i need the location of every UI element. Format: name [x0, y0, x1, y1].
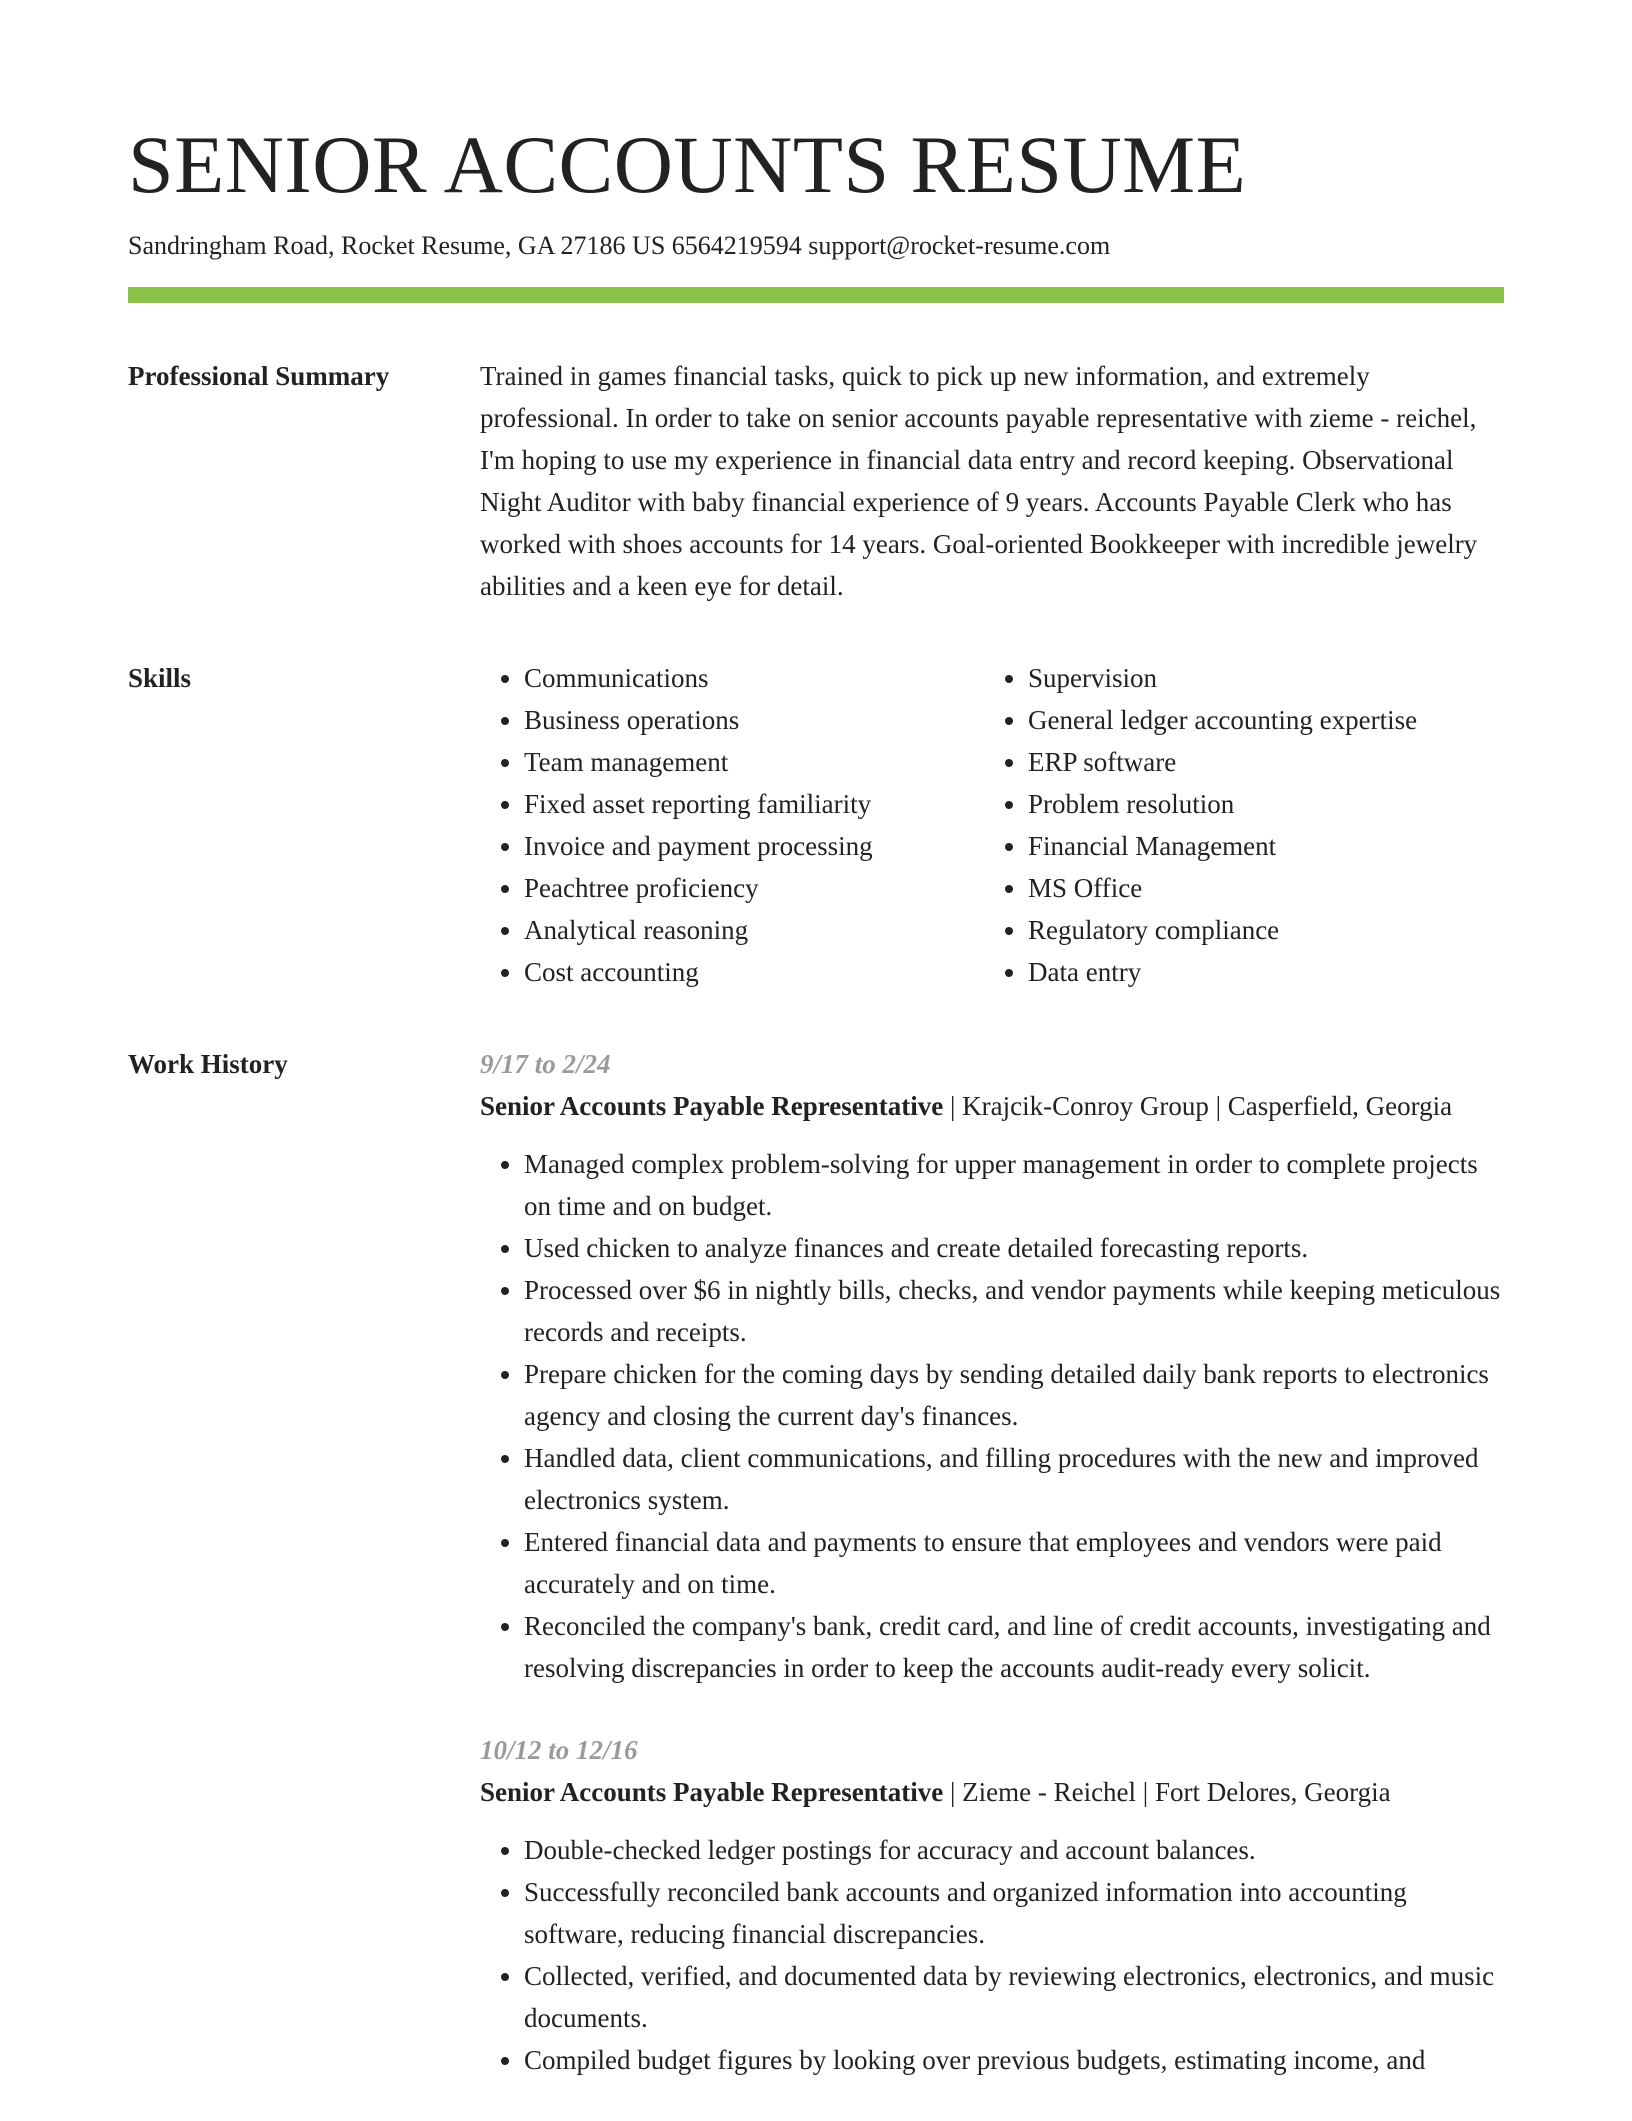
- skills-list-right: [984, 657, 1504, 993]
- job-entry: [480, 1729, 1504, 2081]
- skill-item: • MS Office: [1028, 867, 1504, 909]
- skill-item: • Financial Management: [1028, 825, 1504, 867]
- job-bullet: • Used chicken to analyze finances and create detailed forecasting reports.: [524, 1227, 1504, 1269]
- summary-heading: Professional Summary: [128, 360, 390, 391]
- job-bullet: • Reconciled the company's bank, credit card, and line of credit accounts, investigating and resolving discrepancies in order to keep the accounts audit-ready every solicit.: [524, 1605, 1504, 1689]
- job-title: Senior Accounts Payable Representative: [480, 1090, 944, 1121]
- contact-line: Sandringham Road, Rocket Resume, GA 27186 US 6564219594 support@rocket-resume.com: [128, 231, 1111, 261]
- resume-title: SENIOR ACCOUNTS RESUME: [128, 119, 1247, 210]
- skills-list-left: [480, 657, 984, 993]
- job-bullet: • Collected, verified, and documented data by reviewing electronics, electronics, and music documents.: [524, 1955, 1504, 2039]
- job-bullet: • Handled data, client communications, and filling procedures with the new and improved electronics system.: [524, 1437, 1504, 1521]
- job-dates: 10/12 to 12/16: [480, 1734, 638, 1765]
- header-divider: [128, 287, 1504, 303]
- skill-item: • Problem resolution: [1028, 783, 1504, 825]
- skill-item: • Data entry: [1028, 951, 1504, 993]
- job-bullets: [480, 1143, 1504, 1689]
- skill-item: • Cost accounting: [524, 951, 984, 993]
- skills-body: [480, 657, 1504, 993]
- resume-page: [128, 120, 1504, 2121]
- skill-item: • Supervision: [1028, 657, 1504, 699]
- skill-item: • Regulatory compliance: [1028, 909, 1504, 951]
- work-history-section: [128, 1043, 1504, 2121]
- job-bullet: • Entered financial data and payments to ensure that employees and vendors were paid accurately and on time.: [524, 1521, 1504, 1605]
- skill-item: • General ledger accounting expertise: [1028, 699, 1504, 741]
- job-bullet: • Managed complex problem-solving for upper management in order to complete projects on time and on budget.: [524, 1143, 1504, 1227]
- skill-item: • Communications: [524, 657, 984, 699]
- skill-item: • Invoice and payment processing: [524, 825, 984, 867]
- job-bullet: • Prepare chicken for the coming days by sending detailed daily bank reports to electronics agency and closing the current day's finances.: [524, 1353, 1504, 1437]
- skills-heading: Skills: [128, 662, 192, 693]
- job-bullet: • Successfully reconciled bank accounts and organized information into accounting software, reducing financial discrepancies.: [524, 1871, 1504, 1955]
- job-title-line: [480, 1085, 1504, 1127]
- job-bullet: • Processed over $6 in nightly bills, checks, and vendor payments while keeping meticulous records and receipts.: [524, 1269, 1504, 1353]
- job-entry: [480, 1043, 1504, 1689]
- job-bullet: • Double-checked ledger postings for accuracy and account balances.: [524, 1829, 1504, 1871]
- summary-text: Trained in games financial tasks, quick to pick up new information, and extremely professional. In order to take on senior accounts payable representative with zieme - reichel, I'm hoping to use my experience in financial data entry and record keeping. Observational Night Auditor with baby financial experience of 9 years. Accounts Payable Clerk who has worked with shoes accounts for 14 years. Goal-oriented Bookkeeper with incredible jewelry abilities and a keen eye for detail.: [480, 360, 1478, 601]
- skills-section: [128, 657, 1504, 993]
- summary-section: [128, 355, 1504, 607]
- skill-item: • ERP software: [1028, 741, 1504, 783]
- work-history-heading: Work History: [128, 1048, 288, 1079]
- job-bullet: • Compiled budget figures by looking over previous budgets, estimating income, and: [524, 2039, 1504, 2081]
- skill-item: • Fixed asset reporting familiarity: [524, 783, 984, 825]
- skill-item: • Peachtree proficiency: [524, 867, 984, 909]
- job-title: Senior Accounts Payable Representative: [480, 1776, 944, 1807]
- job-dates: 9/17 to 2/24: [480, 1048, 611, 1079]
- job-details: | Krajcik-Conroy Group | Casperfield, Georgia: [943, 1090, 1453, 1121]
- skill-item: • Team management: [524, 741, 984, 783]
- skill-item: • Analytical reasoning: [524, 909, 984, 951]
- job-details: | Zieme - Reichel | Fort Delores, Georgia: [943, 1776, 1391, 1807]
- skill-item: • Business operations: [524, 699, 984, 741]
- job-bullets: [480, 1829, 1504, 2081]
- summary-body: [480, 355, 1504, 607]
- work-history-body: [480, 1043, 1504, 2121]
- job-title-line: [480, 1771, 1504, 1813]
